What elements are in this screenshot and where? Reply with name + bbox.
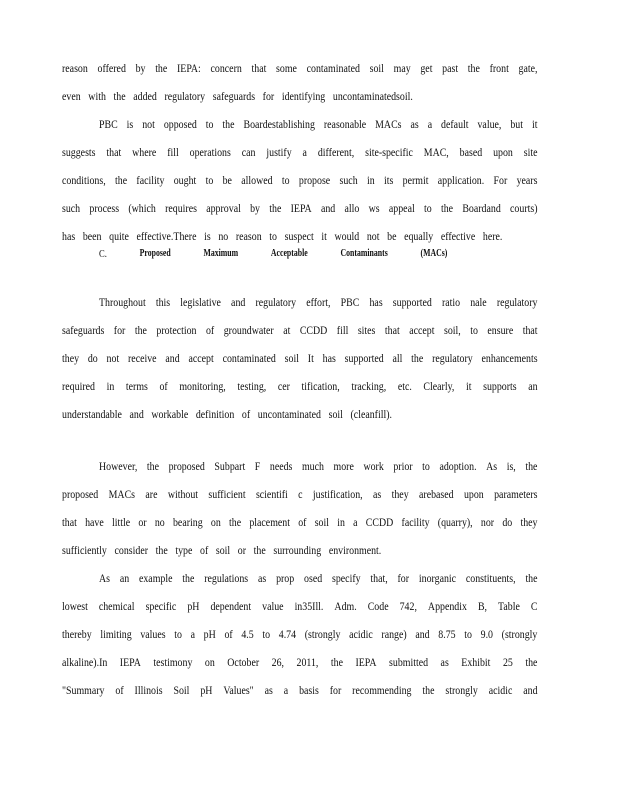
text-line: such process (which requires approval by the IEPA and allo ws appeal to the Boardand courts) <box>62 203 538 215</box>
section-heading <box>99 248 447 260</box>
text-line: alkaline).In IEPA testimony on October 26, 2011, the IEPA submitted as Exhibit 25 the <box>62 657 538 669</box>
text-line: conditions, the facility ought to be allowed to propose such in its permit application. For years <box>62 175 538 187</box>
text-line: safeguards for the protection of groundwater at CCDD fill sites that accept soil, to ensure that <box>62 325 538 337</box>
text-line: required in terms of monitoring, testing, cer tification, tracking, etc. Clearly, it supports an <box>62 381 538 393</box>
section-heading-word: Maximum <box>203 248 239 259</box>
text-line: Throughout this legislative and regulatory effort, PBC has supported ratio nale regulatory <box>99 297 538 309</box>
text-line: However, the proposed Subpart F needs much more work prior to adoption. As is, the <box>99 461 538 473</box>
text-line: understandable and workable definition of uncontaminated soil (cleanfill). <box>62 409 392 421</box>
text-line: that have little or no bearing on the placement of soil in a CCDD facility (quarry), nor do they <box>62 517 538 529</box>
text-line: proposed MACs are without sufficient scientifi c justification, as they arebased upon parameters <box>62 489 538 501</box>
section-heading-letter: C. <box>99 248 107 260</box>
text-line: "Summary of Illinois Soil pH Values" as a basis for recommending the strongly acidic and <box>62 685 538 697</box>
text-line: sufficiently consider the type of soil or the surrounding environment. <box>62 545 382 557</box>
section-heading-word: Acceptable <box>270 248 308 259</box>
section-heading-word: Proposed <box>139 248 171 259</box>
text-line: reason offered by the IEPA: concern that some contaminated soil may get past the front gate, <box>62 63 538 75</box>
section-heading-word: Contaminants <box>340 248 388 259</box>
text-line: As an example the regulations as prop osed specify that, for inorganic constituents, the <box>99 573 538 585</box>
section-heading-word: (MACs) <box>420 248 448 259</box>
text-line: suggests that where fill operations can justify a different, site-specific MAC, based upon site <box>62 147 538 159</box>
text-line: has been quite effective.There is no reason to suspect it would not be equally effective here. <box>62 231 503 243</box>
text-line: thereby limiting values to a pH of 4.5 to 4.74 (strongly acidic range) and 8.75 to 9.0 (strongly <box>62 629 538 641</box>
text-line: they do not receive and accept contaminated soil It has supported all the regulatory enhancements <box>62 353 538 365</box>
text-line: even with the added regulatory safeguards for identifying uncontaminatedsoil. <box>62 91 413 103</box>
text-line: lowest chemical specific pH dependent value in35Ill. Adm. Code 742, Appendix B, Table C <box>62 601 538 613</box>
text-line: PBC is not opposed to the Boardestablishing reasonable MACs as a default value, but it <box>99 119 538 131</box>
